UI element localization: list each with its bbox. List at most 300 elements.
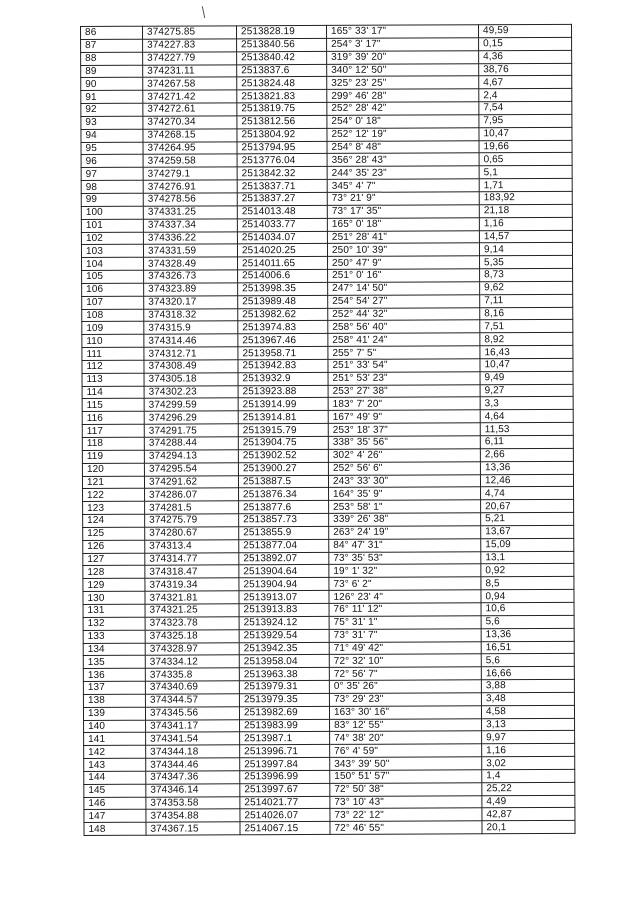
easting-cell: 374353.58 (146, 796, 240, 809)
easting-cell: 374308.49 (144, 360, 238, 373)
northing-cell: 2513989.48 (238, 295, 328, 308)
northing-cell: 2513996.99 (240, 770, 330, 783)
easting-cell: 374264.95 (143, 141, 237, 154)
distance-cell: 21,18 (479, 204, 572, 217)
point-number-cell: 139 (83, 707, 145, 720)
easting-cell: 374341.17 (146, 719, 240, 732)
bearing-cell: 0° 35' 26" (329, 680, 481, 694)
northing-cell: 2513982.69 (239, 706, 329, 719)
northing-cell: 2513892.07 (239, 552, 329, 565)
bearing-cell: 251° 0' 16" (328, 269, 480, 283)
bearing-cell: 163° 30' 16" (329, 705, 481, 719)
easting-cell: 374291.75 (144, 424, 238, 437)
point-number-cell: 127 (83, 553, 145, 566)
bearing-cell: 76° 11' 12" (329, 603, 481, 617)
northing-cell: 2513837.71 (237, 180, 327, 193)
easting-cell: 374344.57 (145, 694, 239, 707)
northing-cell: 2514021.77 (240, 796, 330, 809)
point-number-cell: 104 (82, 257, 144, 270)
distance-cell: 9,97 (482, 731, 575, 744)
distance-cell: 8,5 (481, 577, 574, 590)
northing-cell: 2513855.9 (239, 526, 329, 539)
distance-cell: 7,54 (479, 101, 572, 114)
northing-cell: 2513904.64 (239, 565, 329, 578)
distance-cell: 10,47 (479, 127, 572, 140)
bearing-cell: 73° 29' 23" (329, 693, 481, 707)
bearing-cell: 164° 35' 9" (329, 487, 481, 501)
easting-cell: 374315.9 (144, 321, 238, 334)
distance-cell: 5,1 (479, 166, 572, 179)
coordinates-table (80, 24, 576, 836)
point-number-cell: 132 (83, 617, 145, 630)
distance-cell: 3,3 (480, 397, 573, 410)
easting-cell: 374280.67 (145, 527, 239, 540)
distance-cell: 49,59 (478, 24, 571, 37)
easting-cell: 374334.12 (145, 655, 239, 668)
easting-cell: 374321.25 (145, 604, 239, 617)
bearing-cell: 167° 49' 9" (328, 410, 480, 424)
point-number-cell: 95 (81, 142, 143, 155)
easting-cell: 374267.58 (143, 77, 237, 90)
bearing-cell: 338° 35' 56" (328, 436, 480, 450)
bearing-cell: 252° 44' 32" (328, 307, 480, 321)
bearing-cell: 252° 56' 6" (328, 461, 480, 475)
bearing-cell: 74° 38' 20" (330, 731, 482, 745)
distance-cell: 25,22 (482, 782, 575, 795)
distance-cell: 5,6 (481, 654, 574, 667)
bearing-cell: 84° 47' 31" (329, 539, 481, 553)
easting-cell: 374326.73 (144, 270, 238, 283)
easting-cell: 374296.29 (144, 411, 238, 424)
easting-cell: 374347.36 (146, 771, 240, 784)
coordinates-table-body (81, 24, 576, 835)
easting-cell: 374344.18 (146, 745, 240, 758)
point-number-cell: 119 (82, 450, 144, 463)
easting-cell: 374227.79 (143, 52, 237, 65)
distance-cell: 10,47 (480, 358, 573, 371)
bearing-cell: 72° 32' 10" (329, 654, 481, 668)
bearing-cell: 72° 56' 7" (329, 667, 481, 681)
bearing-cell: 252° 28' 42" (327, 102, 479, 116)
bearing-cell: 250° 10' 39" (327, 243, 479, 257)
point-number-cell: 112 (82, 360, 144, 373)
distance-cell: 42,87 (482, 808, 575, 821)
easting-cell: 374288.44 (144, 437, 238, 450)
distance-cell: 13,36 (480, 461, 573, 474)
distance-cell: 1,4 (482, 769, 575, 782)
northing-cell: 2513914.81 (238, 411, 328, 424)
point-number-cell: 129 (83, 579, 145, 592)
easting-cell: 374275.85 (143, 26, 237, 39)
point-number-cell: 116 (82, 412, 144, 425)
northing-cell: 2514020.25 (237, 244, 327, 257)
northing-cell: 2514006.6 (238, 269, 328, 282)
easting-cell: 374275.79 (145, 514, 239, 527)
easting-cell: 374314.77 (145, 552, 239, 565)
distance-cell: 16,43 (480, 345, 573, 358)
bearing-cell: 165° 33' 17" (326, 25, 478, 39)
bearing-cell: 254° 0' 18" (327, 115, 479, 129)
distance-cell: 11,53 (480, 423, 573, 436)
bearing-cell: 75° 31' 1" (329, 616, 481, 630)
northing-cell: 2513958.04 (239, 655, 329, 668)
easting-cell: 374328.49 (144, 257, 238, 270)
northing-cell: 2513819.75 (237, 102, 327, 115)
point-number-cell: 100 (81, 206, 143, 219)
easting-cell: 374286.07 (145, 488, 239, 501)
distance-cell: 4,58 (481, 705, 574, 718)
northing-cell: 2513942.35 (239, 642, 329, 655)
easting-cell: 374345.56 (145, 707, 239, 720)
point-number-cell: 96 (81, 155, 143, 168)
point-number-cell: 136 (83, 668, 145, 681)
bearing-cell: 340° 12' 50" (327, 63, 479, 77)
easting-cell: 374340.69 (145, 681, 239, 694)
point-number-cell: 109 (82, 322, 144, 335)
distance-cell: 16,51 (481, 641, 574, 654)
distance-cell: 2,4 (479, 89, 572, 102)
bearing-cell: 244° 35' 23" (327, 166, 479, 180)
point-number-cell: 90 (81, 78, 143, 91)
easting-cell: 374270.34 (143, 116, 237, 129)
distance-cell: 7,11 (480, 294, 573, 307)
easting-cell: 374305.18 (144, 373, 238, 386)
bearing-cell: 73° 22' 12" (330, 808, 482, 822)
bearing-cell: 258° 41' 24" (328, 333, 480, 347)
point-number-cell: 110 (82, 334, 144, 347)
northing-cell: 2513929.54 (239, 629, 329, 642)
easting-cell: 374320.17 (144, 296, 238, 309)
easting-cell: 374281.5 (145, 501, 239, 514)
distance-cell: 3,02 (482, 756, 575, 769)
northing-cell: 2513877.6 (239, 501, 329, 514)
distance-cell: 14,57 (479, 230, 572, 243)
northing-cell: 2513997.84 (240, 758, 330, 771)
northing-cell: 2513857.73 (239, 513, 329, 526)
bearing-cell: 254° 8' 48" (327, 140, 479, 154)
northing-cell: 2513812.56 (237, 115, 327, 128)
point-number-cell: 107 (82, 296, 144, 309)
point-number-cell: 133 (83, 630, 145, 643)
northing-cell: 2513913.83 (239, 603, 329, 616)
easting-cell: 374344.46 (146, 758, 240, 771)
northing-cell: 2513963.38 (239, 668, 329, 681)
distance-cell: 7,51 (480, 320, 573, 333)
point-number-cell: 128 (83, 566, 145, 579)
easting-cell: 374318.47 (145, 565, 239, 578)
point-number-cell: 123 (83, 501, 145, 514)
point-number-cell: 137 (83, 681, 145, 694)
point-number-cell: 120 (82, 463, 144, 476)
point-number-cell: 138 (83, 694, 145, 707)
bearing-cell: 254° 54' 27" (328, 294, 480, 308)
easting-cell: 374341.54 (146, 732, 240, 745)
easting-cell: 374279.1 (143, 167, 237, 180)
point-number-cell: 89 (81, 65, 143, 78)
point-number-cell: 87 (81, 39, 143, 52)
easting-cell: 374325.18 (145, 629, 239, 642)
northing-cell: 2513840.42 (237, 51, 327, 64)
easting-cell: 374276.91 (143, 180, 237, 193)
bearing-cell: 258° 56' 40" (328, 320, 480, 334)
bearing-cell: 73° 31' 7" (329, 628, 481, 642)
northing-cell: 2513979.31 (239, 680, 329, 693)
northing-cell: 2514034.07 (237, 231, 327, 244)
distance-cell: 9,14 (479, 243, 572, 256)
distance-cell: 9,27 (480, 384, 573, 397)
bearing-cell: 255° 7' 5" (328, 346, 480, 360)
bearing-cell: 263° 24' 19" (329, 526, 481, 540)
northing-cell: 2513837.6 (237, 64, 327, 77)
point-number-cell: 92 (81, 103, 143, 116)
distance-cell: 1,16 (479, 217, 572, 230)
bearing-cell: 243° 33' 30" (328, 474, 480, 488)
bearing-cell: 325° 23' 25" (327, 76, 479, 90)
distance-cell: 3,13 (482, 718, 575, 731)
easting-cell: 374318.32 (144, 308, 238, 321)
distance-cell: 5,21 (481, 512, 574, 525)
northing-cell: 2513842.32 (237, 167, 327, 180)
bearing-cell: 76° 4' 59" (330, 744, 482, 758)
easting-cell: 374295.54 (144, 463, 238, 476)
distance-cell: 38,76 (479, 63, 572, 76)
easting-cell: 374271.42 (143, 90, 237, 103)
northing-cell: 2513932.9 (238, 372, 328, 385)
distance-cell: 2,66 (480, 448, 573, 461)
northing-cell: 2514011.65 (238, 257, 328, 270)
northing-cell: 2514033.77 (237, 218, 327, 231)
distance-cell: 1,16 (482, 744, 575, 757)
northing-cell: 2513974.83 (238, 321, 328, 334)
point-number-cell: 140 (84, 720, 146, 733)
distance-cell: 8,16 (480, 307, 573, 320)
easting-cell: 374313.4 (145, 540, 239, 553)
easting-cell: 374319.34 (145, 578, 239, 591)
point-number-cell: 146 (84, 797, 146, 810)
easting-cell: 374346.14 (146, 784, 240, 797)
distance-cell: 4,67 (479, 76, 572, 89)
bearing-cell: 251° 28' 41" (327, 230, 479, 244)
easting-cell: 374268.15 (143, 129, 237, 142)
bearing-cell: 339° 26' 38" (329, 513, 481, 527)
bearing-cell: 253° 18' 37" (328, 423, 480, 437)
point-number-cell: 111 (82, 347, 144, 360)
northing-cell: 2513979.35 (239, 693, 329, 706)
point-number-cell: 86 (81, 26, 143, 39)
northing-cell: 2513997.67 (240, 783, 330, 796)
point-number-cell: 134 (83, 643, 145, 656)
bearing-cell: 72° 46' 55" (330, 821, 482, 835)
bearing-cell: 73° 35' 53" (329, 551, 481, 565)
northing-cell: 2513983.99 (240, 719, 330, 732)
point-number-cell: 101 (81, 219, 143, 232)
northing-cell: 2513776.04 (237, 154, 327, 167)
easting-cell: 374299.59 (144, 398, 238, 411)
bearing-cell: 73° 21' 9" (327, 192, 479, 206)
northing-cell: 2513998.35 (238, 282, 328, 295)
easting-cell: 374331.25 (143, 206, 237, 219)
distance-cell: 9,49 (480, 371, 573, 384)
bearing-cell: 343° 39' 50" (330, 757, 482, 771)
point-number-cell: 105 (82, 270, 144, 283)
distance-cell: 10,6 (481, 602, 574, 615)
bearing-cell: 251° 53' 23" (328, 372, 480, 386)
northing-cell: 2513958.71 (238, 347, 328, 360)
northing-cell: 2513824.48 (237, 77, 327, 90)
point-number-cell: 88 (81, 52, 143, 65)
distance-cell: 13,1 (481, 551, 574, 564)
bearing-cell: 126° 23' 4" (329, 590, 481, 604)
northing-cell: 2513837.27 (237, 192, 327, 205)
distance-cell: 4,74 (481, 487, 574, 500)
bearing-cell: 150° 51' 57" (330, 770, 482, 784)
easting-cell: 374302.23 (144, 385, 238, 398)
easting-cell: 374331.59 (143, 244, 237, 257)
point-number-cell: 122 (83, 489, 145, 502)
distance-cell: 15,09 (481, 538, 574, 551)
point-number-cell: 144 (84, 771, 146, 784)
point-number-cell: 125 (83, 527, 145, 540)
distance-cell: 4,49 (482, 795, 575, 808)
northing-cell: 2514013.48 (237, 205, 327, 218)
easting-cell: 374354.88 (146, 809, 240, 822)
bearing-cell: 345° 4' 7" (327, 179, 479, 193)
point-number-cell: 94 (81, 129, 143, 142)
bearing-cell: 73° 17' 35" (327, 205, 479, 219)
easting-cell: 374337.34 (143, 218, 237, 231)
northing-cell: 2513987.1 (240, 732, 330, 745)
distance-cell: 12,46 (480, 474, 573, 487)
easting-cell: 374336.22 (143, 231, 237, 244)
point-number-cell: 145 (84, 784, 146, 797)
bearing-cell: 71° 49' 42" (329, 641, 481, 655)
northing-cell: 2513821.83 (237, 90, 327, 103)
point-number-cell: 99 (81, 193, 143, 206)
northing-cell: 2513982.62 (238, 308, 328, 321)
distance-cell: 19,66 (479, 140, 572, 153)
northing-cell: 2513942.83 (238, 359, 328, 372)
northing-cell: 2513877.04 (239, 539, 329, 552)
table-row (84, 821, 575, 836)
point-number-cell: 135 (83, 656, 145, 669)
northing-cell: 2514026.07 (240, 809, 330, 822)
northing-cell: 2513904.94 (239, 578, 329, 591)
point-number-cell: 147 (84, 810, 146, 823)
easting-cell: 374321.81 (145, 591, 239, 604)
point-number-cell: 113 (82, 373, 144, 386)
distance-cell: 183,92 (479, 191, 572, 204)
distance-cell: 0,65 (479, 153, 572, 166)
easting-cell: 374294.13 (144, 450, 238, 463)
distance-cell: 9,62 (480, 281, 573, 294)
northing-cell: 2513967.46 (238, 334, 328, 347)
point-number-cell: 97 (81, 168, 143, 181)
bearing-cell: 73° 6' 2" (329, 577, 481, 591)
bearing-cell: 254° 3' 17" (327, 38, 479, 52)
easting-cell: 374367.15 (146, 822, 240, 835)
distance-cell: 0,94 (481, 589, 574, 602)
easting-cell: 374259.58 (143, 154, 237, 167)
point-number-cell: 131 (83, 604, 145, 617)
point-number-cell: 114 (82, 386, 144, 399)
northing-cell: 2513924.12 (239, 616, 329, 629)
pen-mark (202, 6, 206, 18)
easting-cell: 374291.62 (144, 475, 238, 488)
bearing-cell: 73° 10' 43" (330, 795, 482, 809)
distance-cell: 20,1 (482, 821, 575, 834)
distance-cell: 8,92 (480, 333, 573, 346)
point-number-cell: 143 (84, 758, 146, 771)
bearing-cell: 253° 27' 38" (328, 384, 480, 398)
point-number-cell: 117 (82, 424, 144, 437)
bearing-cell: 251° 33' 54" (328, 359, 480, 373)
easting-cell: 374312.71 (144, 347, 238, 360)
bearing-cell: 165° 0' 18" (327, 217, 479, 231)
bearing-cell: 356° 28' 43" (327, 153, 479, 167)
distance-cell: 13,36 (481, 628, 574, 641)
northing-cell: 2513902.52 (238, 449, 328, 462)
point-number-cell: 130 (83, 591, 145, 604)
distance-cell: 5,35 (480, 256, 573, 269)
bearing-cell: 83° 12' 55" (330, 718, 482, 732)
bearing-cell: 19° 1' 32" (329, 564, 481, 578)
bearing-cell: 302° 4' 26" (328, 449, 480, 463)
distance-cell: 16,66 (481, 667, 574, 680)
point-number-cell: 142 (84, 745, 146, 758)
point-number-cell: 141 (84, 733, 146, 746)
bearing-cell: 72° 50' 38" (330, 783, 482, 797)
distance-cell: 4,64 (480, 410, 573, 423)
point-number-cell: 103 (81, 245, 143, 258)
distance-cell: 3,88 (481, 679, 574, 692)
easting-cell: 374227.83 (143, 39, 237, 52)
point-number-cell: 102 (81, 232, 143, 245)
distance-cell: 1,71 (479, 178, 572, 191)
northing-cell: 2513923.88 (238, 385, 328, 398)
easting-cell: 374335.8 (145, 668, 239, 681)
point-number-cell: 106 (82, 283, 144, 296)
northing-cell: 2513914.99 (238, 398, 328, 411)
bearing-cell: 299° 46' 28" (327, 89, 479, 103)
point-number-cell: 126 (83, 540, 145, 553)
easting-cell: 374323.89 (144, 283, 238, 296)
northing-cell: 2513794.95 (237, 141, 327, 154)
bearing-cell: 247° 14' 50" (328, 282, 480, 296)
bearing-cell: 183° 7' 20" (328, 397, 480, 411)
distance-cell: 20,67 (481, 500, 574, 513)
northing-cell: 2513887.5 (238, 475, 328, 488)
northing-cell: 2513876.34 (239, 488, 329, 501)
easting-cell: 374314.46 (144, 334, 238, 347)
distance-cell: 4,36 (479, 50, 572, 63)
point-number-cell: 91 (81, 90, 143, 103)
northing-cell: 2513996.71 (240, 745, 330, 758)
bearing-cell: 319° 39' 20" (327, 50, 479, 64)
easting-cell: 374278.56 (143, 193, 237, 206)
northing-cell: 2513900.27 (238, 462, 328, 475)
point-number-cell: 124 (83, 514, 145, 527)
distance-cell: 8,73 (480, 268, 573, 281)
point-number-cell: 118 (82, 437, 144, 450)
distance-cell: 5,6 (481, 615, 574, 628)
bearing-cell: 253° 58' 1" (329, 500, 481, 514)
point-number-cell: 108 (82, 309, 144, 322)
northing-cell: 2513904.75 (238, 436, 328, 449)
northing-cell: 2513840.56 (237, 38, 327, 51)
easting-cell: 374272.61 (143, 103, 237, 116)
bearing-cell: 250° 47' 9" (328, 256, 480, 270)
point-number-cell: 115 (82, 399, 144, 412)
